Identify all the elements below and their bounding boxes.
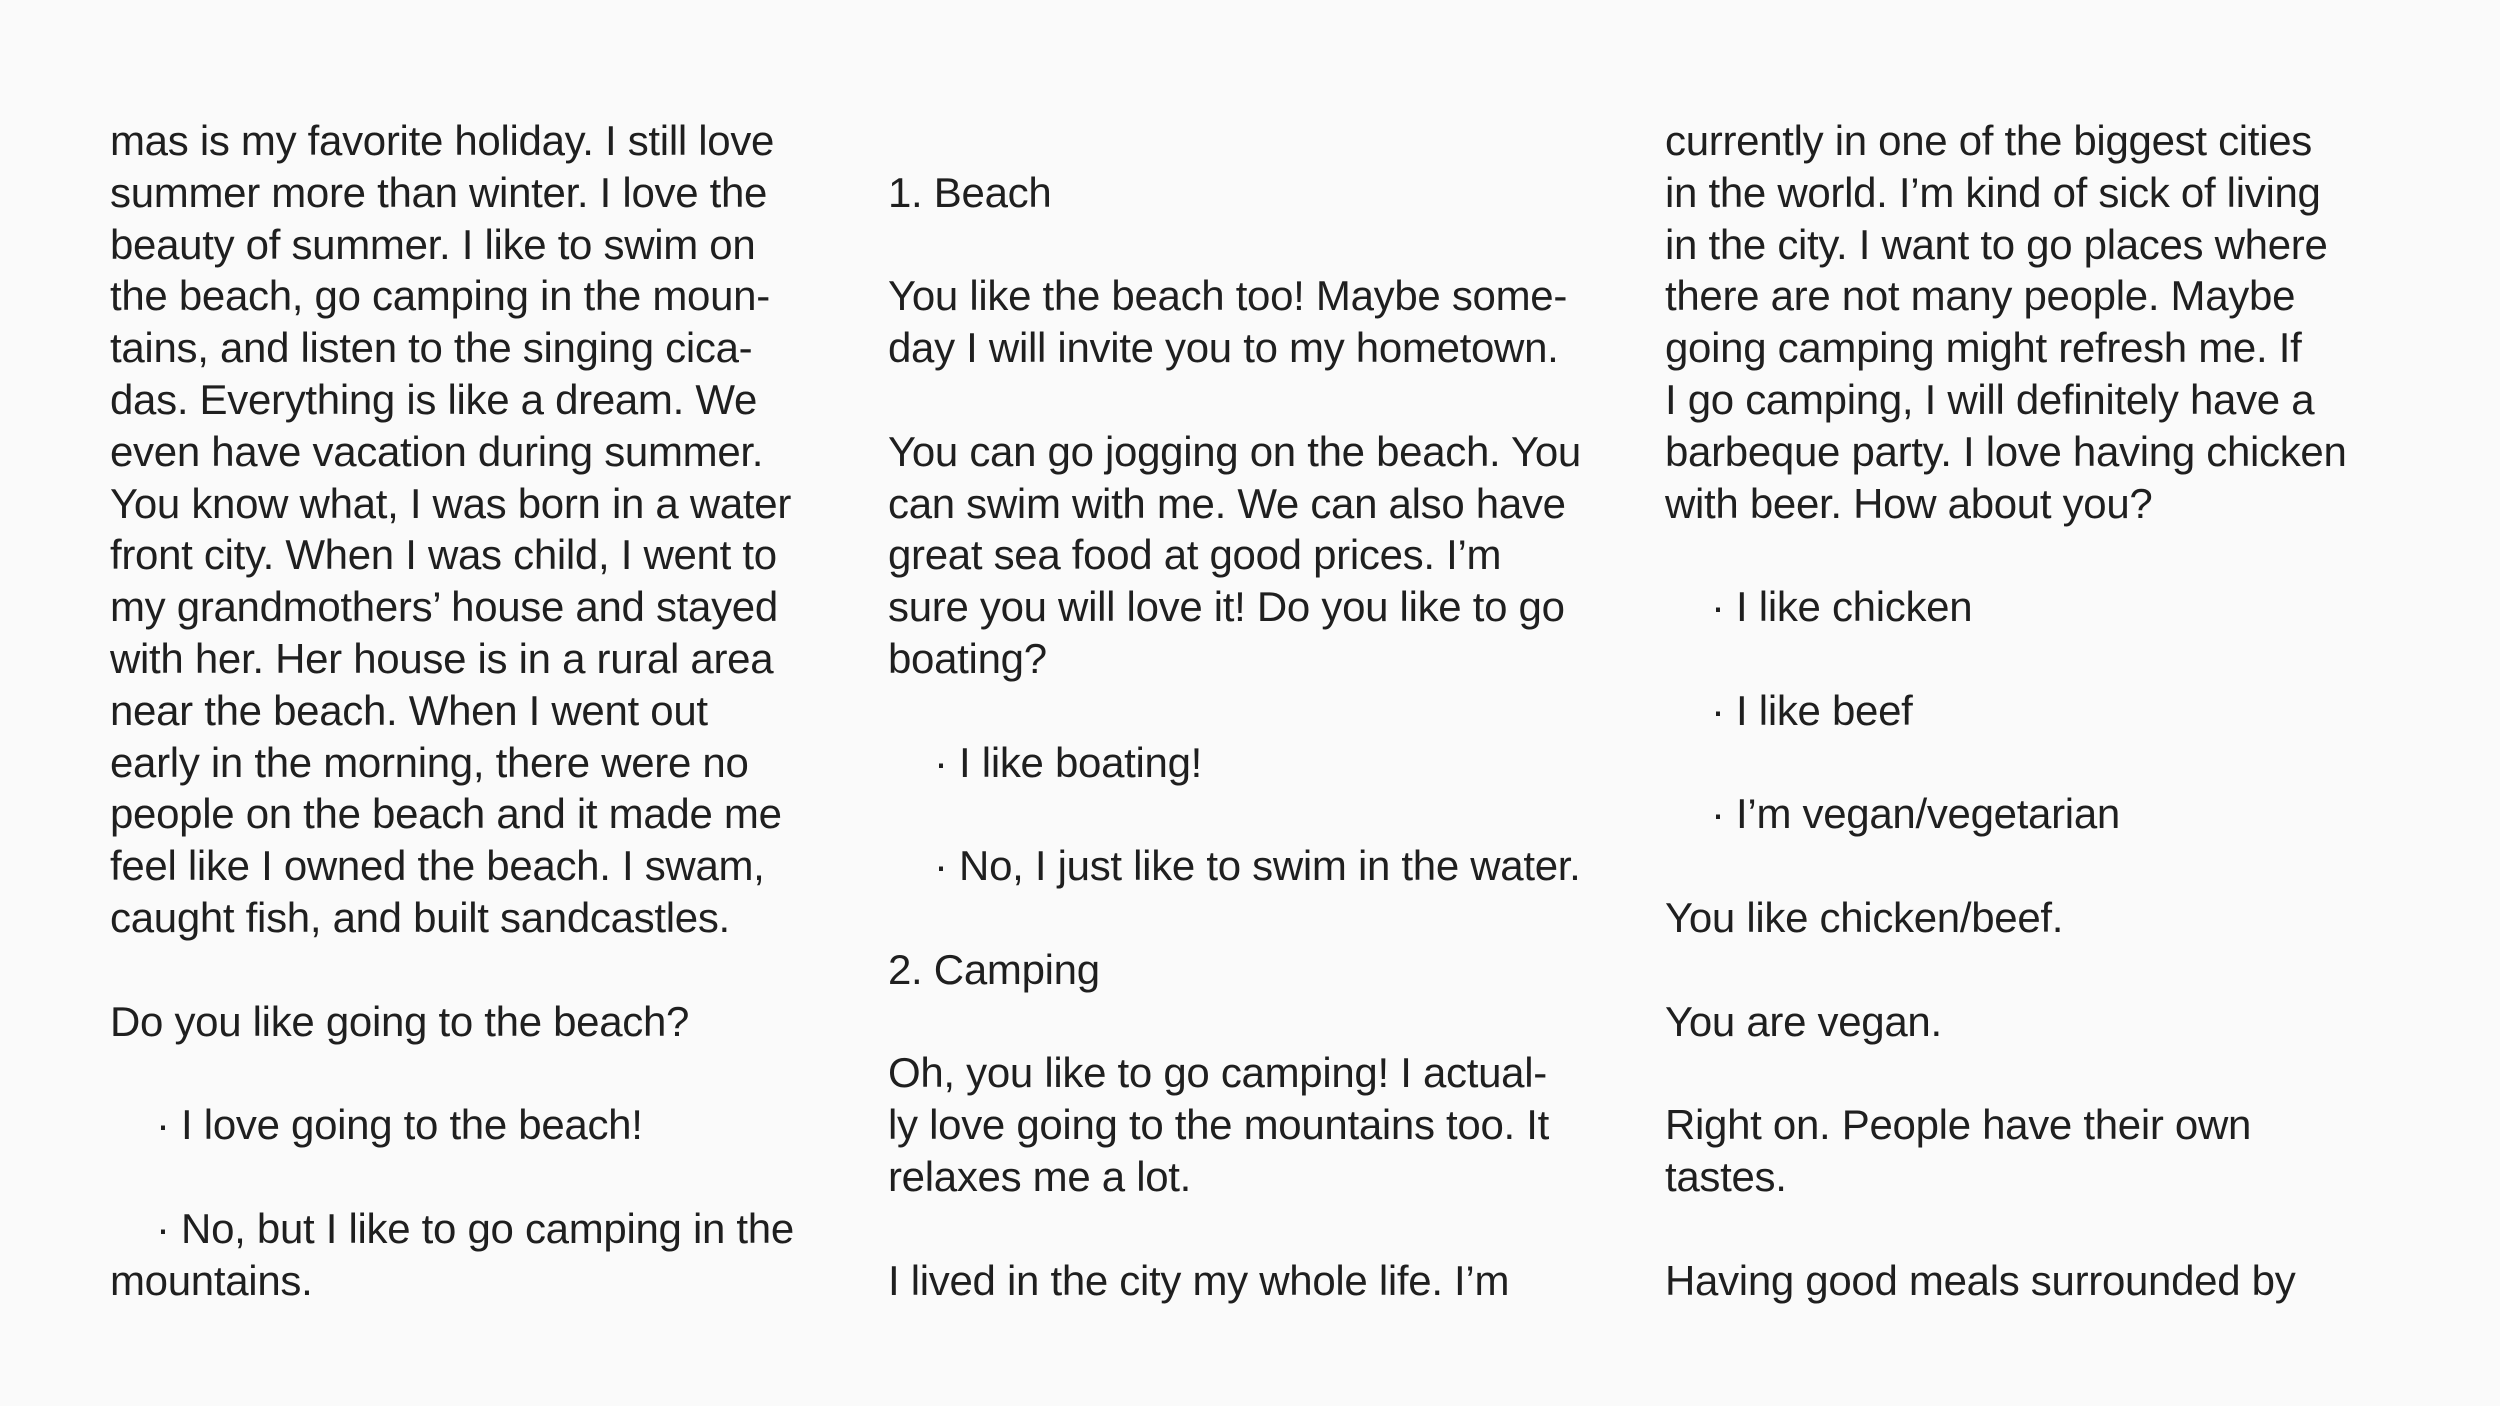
text-line: caught fish, and built sandcastles. [110,893,730,941]
text-line: my grandmothers’ house and stayed [110,583,778,631]
blank-line [888,685,1618,737]
blank-line [110,944,840,996]
text-line: in the city. I want to go places where [1665,220,2328,268]
text-line: currently in one of the biggest cities [1665,117,2312,164]
text-line: in the world. I’m kind of sick of living [1665,168,2321,216]
text-line: 1. Beach [888,168,1052,216]
bullet-option: · I like chicken [1711,583,1973,631]
text-line: I go camping, I will definitely have a [1665,375,2315,423]
text-line: You can go jogging on the beach. You [888,427,1581,475]
text-line: mas is my favorite holiday. I still love [110,117,775,164]
blank-line [1665,840,2445,892]
text-line: You know what, I was born in a water [110,479,792,527]
text-line: You like the beach too! Maybe some- [888,272,1568,320]
text-line: early in the morning, there were no [110,738,749,786]
blank-line [888,1203,1618,1255]
blank-line [1665,1047,2445,1099]
text-line: beauty of summer. I like to swim on [110,220,756,268]
text-line: front city. When I was child, I went to [110,531,777,579]
text-line: 2. Camping [888,945,1100,993]
blank-line [1665,944,2445,996]
text-line: tastes. [1665,1152,1787,1200]
blank-line [110,1151,840,1203]
text-line: summer more than winter. I love the [110,168,768,216]
text-line: boating? [888,634,1047,682]
text-line: day I will invite you to my hometown. [888,324,1559,372]
text-line: barbeque party. I love having chicken [1665,427,2347,475]
bullet-option: · I like boating! [934,738,1203,786]
blank-line [888,115,1618,167]
text-line: great sea food at good prices. I’m [888,531,1502,579]
text-line: Oh, you like to go camping! I actual- [888,1049,1547,1097]
text-column-2 [888,115,1618,1306]
bullet-option: · I like beef [1711,686,1913,734]
text-line: feel like I owned the beach. I swam, [110,842,765,890]
text-line: Having good meals surrounded by [1665,1256,2296,1304]
text-line: with beer. How about you? [1665,479,2153,527]
blank-line [888,788,1618,840]
text-line: going camping might refresh me. If [1665,324,2302,372]
bullet-option: · No, but I like to go camping in the [156,1204,794,1252]
text-line: the beach, go camping in the moun- [110,272,770,320]
blank-line [888,374,1618,426]
text-line: relaxes me a lot. [888,1152,1192,1200]
text-line: You like chicken/beef. [1665,893,2064,941]
text-line: I lived in the city my whole life. I’m [888,1256,1510,1304]
bullet-option: · I love going to the beach! [156,1101,643,1149]
text-line: tains, and listen to the singing cica- [110,324,753,372]
text-line: even have vacation during summer. [110,427,764,475]
text-column-3 [1665,115,2445,1306]
text-line: people on the beach and it made me [110,790,782,838]
text-line: mountains. [110,1256,313,1304]
blank-line [1665,633,2445,685]
blank-line [1665,737,2445,789]
blank-line [888,996,1618,1048]
blank-line [1665,1203,2445,1255]
text-line: with her. Her house is in a rural area [110,634,774,682]
blank-line [888,219,1618,271]
bullet-option: · No, I just like to swim in the water. [934,842,1581,890]
text-line: You are vegan. [1665,997,1942,1045]
blank-line [1665,529,2445,581]
text-line: Right on. People have their own [1665,1101,2252,1149]
text-line: Do you like going to the beach? [110,997,690,1045]
text-line: das. Everything is like a dream. We [110,375,758,423]
text-line: sure you will love it! Do you like to go [888,583,1565,631]
text-line: there are not many people. Maybe [1665,272,2296,320]
text-column-1 [110,115,840,1306]
text-line: can swim with me. We can also have [888,479,1566,527]
bullet-option: · I’m vegan/vegetarian [1711,790,2120,838]
blank-line [888,892,1618,944]
text-line: ly love going to the mountains too. It [888,1101,1550,1149]
blank-line [110,1047,840,1099]
text-line: near the beach. When I went out [110,686,708,734]
